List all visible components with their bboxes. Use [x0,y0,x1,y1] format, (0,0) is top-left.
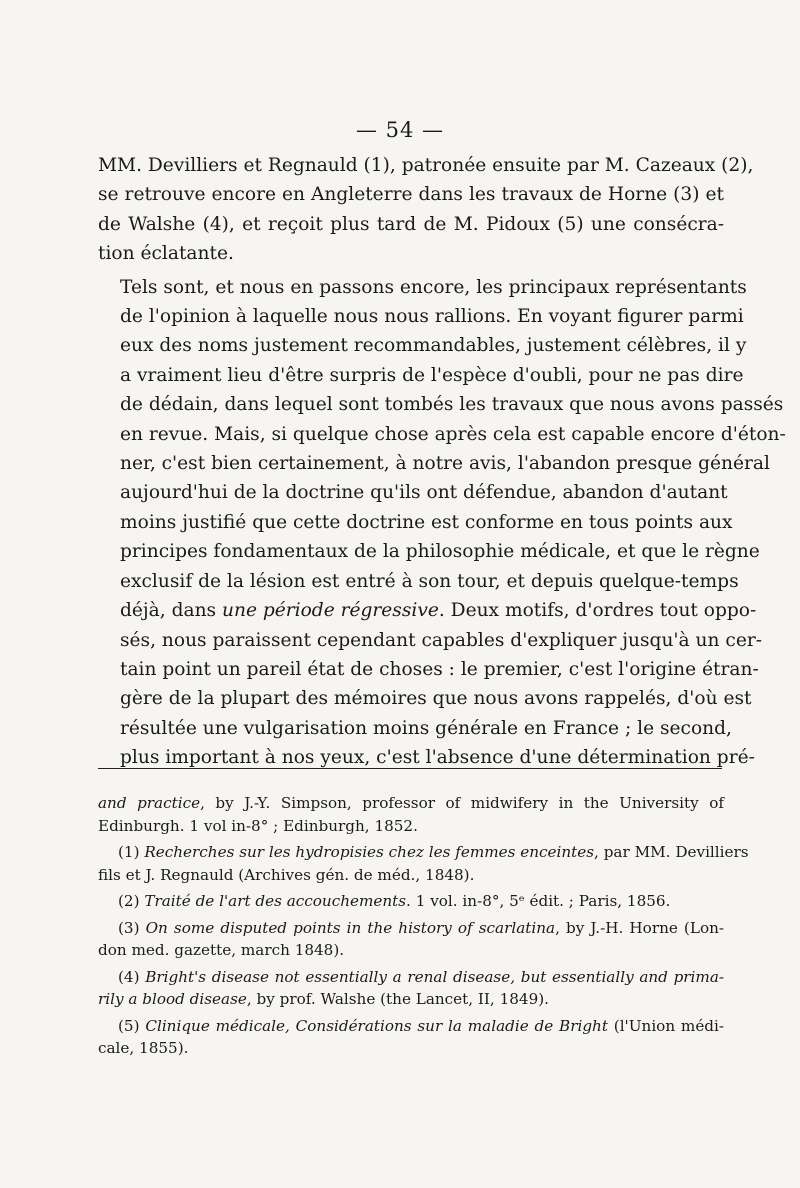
text-span: , par MM. Devilliers [594,843,749,861]
text-span: , by J.-Y. Simpson, professor of midwifery in the University of [200,794,724,812]
footnote-number: (5) [118,1016,146,1035]
footnote-line [98,1015,724,1038]
italic-phrase: On some disputed points in [145,918,362,937]
italic-phrase: and practice [98,794,201,812]
footnote-line: Edinburgh. 1 vol in-8° ; Edinburgh, 1852. [98,816,418,835]
paragraph-2 [98,273,786,773]
italic-phrase: rily a blood disease [98,990,247,1008]
text-span: . 1 vol. in-8°, 5ᵉ édit. ; Paris, 1856. [406,892,671,910]
text-line: MM. Devilliers et Regnauld (1), patronée ensuite par M. Cazeaux (2), [98,155,754,176]
italic-phrase: the history of scarlatina [361,918,556,937]
text-line: eux des noms justement recommandables, justement célèbres, il y [120,335,747,357]
footnote-line [98,841,749,864]
text-line: a vraiment lieu d'être surpris de l'espèce d'oubli, pour ne pas dire [120,364,744,386]
footnote-line [98,890,724,913]
footnote-line: don med. gazette, march 1848). [98,941,345,959]
text-line: sés, nous paraissent cependant capables d'expliquer jusqu'à un cer- [120,629,762,651]
page-number: — 54 — [355,118,445,142]
footnote-line [98,966,724,989]
text-line: principes fondamentaux de la philosophie médicale, et que le règne [120,541,760,563]
text-line: ner, c'est bien certainement, à notre avis, l'abandon presque général [120,453,770,475]
footnote-line: fils et J. Regnauld (Archives gén. de méd., 1848). [98,865,475,884]
italic-phrase: Recherches sur les hydropisies chez les femmes enceintes [144,843,595,861]
footnote-number: (2) [118,892,145,910]
footnote-number: (1) [118,843,145,861]
text-line: en revue. Mais, si quelque chose après cela est capable encore d'éton- [120,423,786,445]
text-line [98,596,757,625]
text-line: gère de la plupart des mémoires que nous avons rappelés, d'où est [120,688,752,710]
text-span: , by J.-H. Horne (Lon- [555,918,724,937]
footnote-3 [98,917,724,962]
text-line: de Walshe (4), et reçoit plus tard de M. Pidoux (5) une consécra- [98,213,724,235]
footnote-number: (3) [118,918,146,937]
text-span: déjà, dans [120,600,222,622]
footnote-4 [98,966,724,1011]
main-text [98,151,786,773]
footnote-line [98,988,724,1011]
footnote-line [98,917,724,940]
footnote-continuation [98,792,724,837]
footnote-divider [98,768,722,769]
text-line: tion éclatante. [98,243,234,265]
text-line: tain point un pareil état de choses : le premier, c'est l'origine étran- [120,658,759,680]
footnote-2 [98,890,724,913]
footnote-line: cale, 1855). [98,1039,189,1057]
italic-phrase: Clinique médicale, Considérations sur la maladie de Bright [145,1016,608,1035]
text-line: aujourd'hui de la doctrine qu'ils ont défendue, abandon d'autant [120,482,728,504]
text-span: . Deux motifs, d'ordres tout oppo- [438,600,757,622]
text-line: moins justifié que cette doctrine est conforme en tous points aux [120,511,733,533]
footnote-5 [98,1015,724,1060]
text-line: de l'opinion à laquelle nous nous rallions. En voyant figurer parmi [120,306,744,328]
italic-phrase: une période régressive [222,600,439,622]
text-line: de dédain, dans lequel sont tombés les travaux que nous avons passés [120,394,784,416]
text-span: , by prof. Walshe (the Lancet, II, 1849). [246,990,549,1008]
footnote-number: (4) [118,967,146,986]
text-line: Tels sont, et nous en passons encore, les principaux représentants [120,276,747,298]
paragraph-1 [98,151,754,269]
text-line: se retrouve encore en Angleterre dans les travaux de Horne (3) et [98,184,724,206]
text-line: exclusif de la lésion est entré à son tour, et depuis quelque-temps [120,570,739,592]
footnote-1 [98,841,749,886]
footnote-line [98,792,724,815]
text-line: résultée une vulgarisation moins générale en France ; le second, [120,717,732,739]
text-line: plus important à nos yeux, c'est l'absence d'une détermination pré- [120,747,755,769]
footnotes [98,792,749,1064]
italic-phrase: Traité de l'art des accouchements [144,892,407,910]
text-span: (l'Union médi- [607,1016,725,1035]
italic-phrase: Bright's disease not essentially a renal disease, but essentially and prima- [145,967,725,986]
